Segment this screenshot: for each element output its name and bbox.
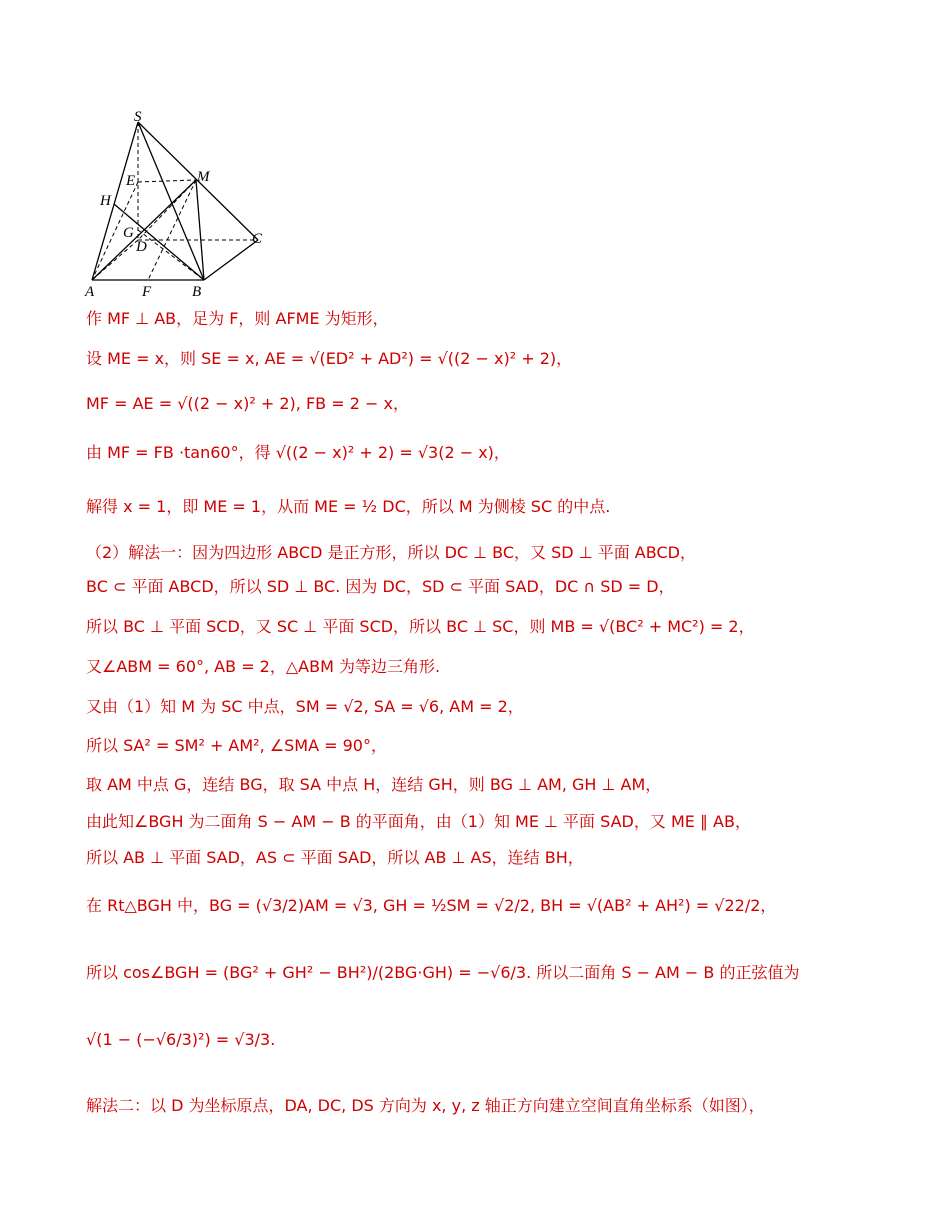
solution-line: 解得 x = 1，即 ME = 1，从而 ME = ½ DC，所以 M 为侧棱 SC 的中点. [86,497,611,516]
solution-line: 取 AM 中点 G，连结 BG，取 SA 中点 H，连结 GH，则 BG ⊥ AM, GH ⊥ AM， [86,775,662,794]
label-C: C [252,231,263,247]
label-A: A [85,284,95,300]
solution-line: 设 ME = x，则 SE = x, AE = √(ED² + AD²) = √((2 − x)² + 2)， [86,349,573,368]
solution-line: BC ⊂ 平面 ABCD，所以 SD ⊥ BC. 因为 DC，SD ⊂ 平面 SAD，DC ∩ SD = D， [86,577,675,596]
solution-line: 又∠ABM = 60°, AB = 2，△ABM 为等边三角形. [86,657,441,676]
label-S: S [134,109,142,125]
solution-line: 由此知∠BGH 为二面角 S − AM − B 的平面角，由（1）知 ME ⊥ 平面 SAD，又 ME ∥ AB， [86,812,751,831]
solution-line: 所以 AB ⊥ 平面 SAD，AS ⊂ 平面 SAD，所以 AB ⊥ AS，连结 BH， [86,848,584,867]
label-F: F [142,284,152,300]
solution-line: 又由（1）知 M 为 SC 中点，SM = √2, SA = √6, AM = 2， [86,697,524,716]
solution-line: MF = AE = √((2 − x)² + 2), FB = 2 − x， [86,394,409,413]
solution-line: 所以 BC ⊥ 平面 SCD，又 SC ⊥ 平面 SCD，所以 BC ⊥ SC，则 MB = √(BC² + MC²) = 2， [86,617,755,636]
pyramid-figure [80,105,280,305]
label-E: E [126,173,136,189]
label-G: G [123,225,134,241]
label-H: H [100,193,111,209]
solution-line: 由 MF = FB ·tan60°，得 √((2 − x)² + 2) = √3(2 − x)， [86,443,510,462]
solution-line: 在 Rt△BGH 中，BG = (√3/2)AM = √3, GH = ½SM = √2/2, BH = √(AB² + AH²) = √22/2， [86,896,777,915]
solution-line: 所以 cos∠BGH = (BG² + GH² − BH²)/(2BG·GH) = −√6/3. 所以二面角 S − AM − B 的正弦值为 [86,963,800,982]
solution-line: √(1 − (−√6/3)²) = √3/3. [86,1030,276,1049]
label-D: D [136,239,147,255]
label-M: M [197,169,210,185]
solution-line: （2）解法一：因为四边形 ABCD 是正方形，所以 DC ⊥ BC，又 SD ⊥ 平面 ABCD， [86,543,696,562]
solution-line: 解法二：以 D 为坐标原点，DA, DC, DS 方向为 x, y, z 轴正方向建立空间直角坐标系（如图）， [86,1096,765,1115]
solution-line: 作 MF ⊥ AB，足为 F，则 AFME 为矩形， [86,309,389,328]
solution-line: 所以 SA² = SM² + AM², ∠SMA = 90°， [86,736,387,755]
label-B: B [192,284,202,300]
